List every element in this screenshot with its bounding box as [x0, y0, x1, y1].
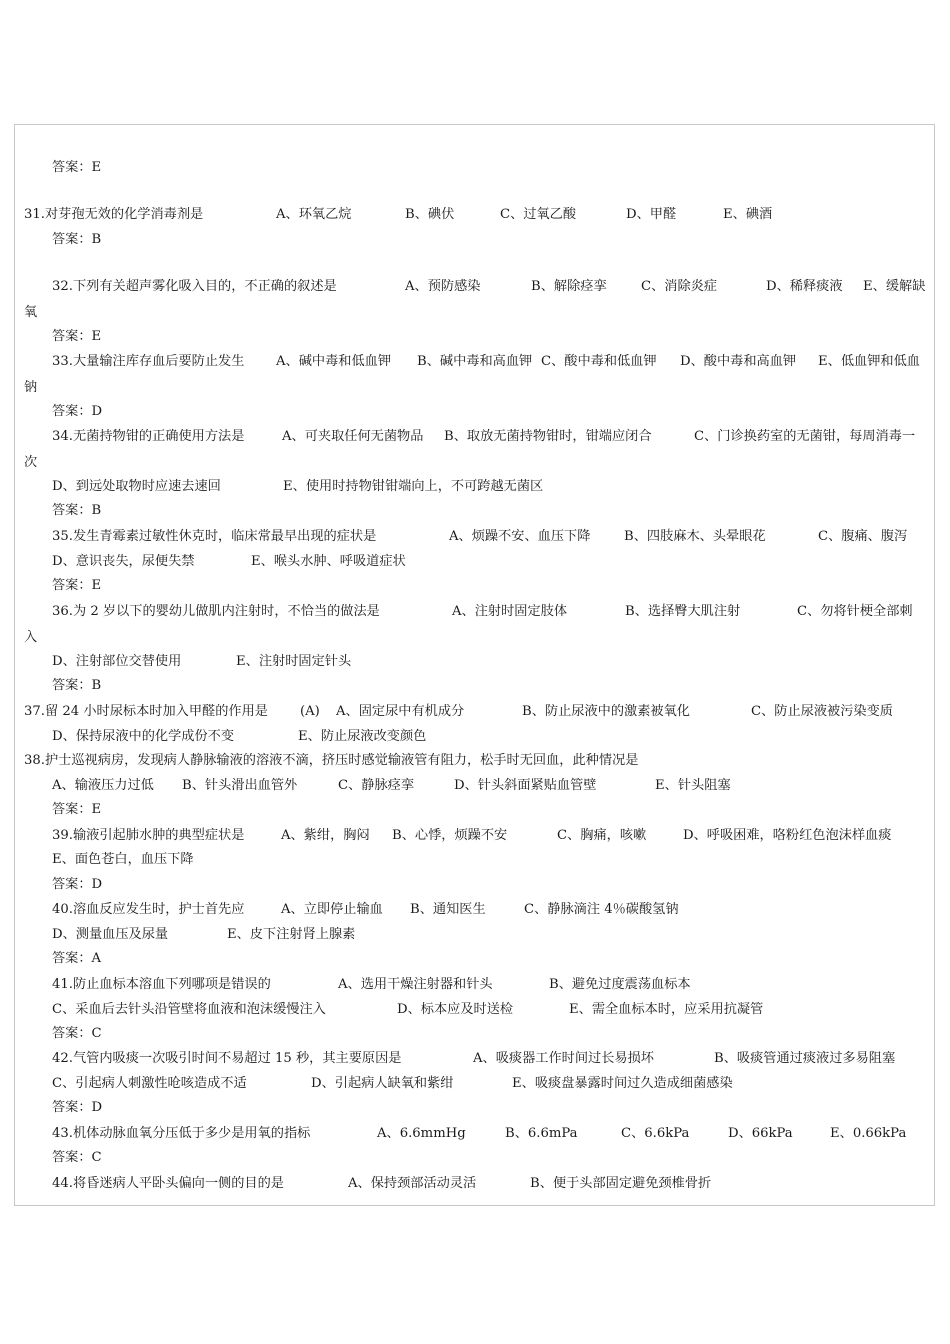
text-segment: A、烦躁不安、血压下降: [449, 529, 591, 544]
text-segment: B、防止尿液中的激素被氧化: [522, 704, 690, 719]
text-segment: E、使用时持物钳钳端向上，不可跨越无菌区: [283, 479, 544, 494]
text-segment: 答案：C: [52, 1150, 102, 1165]
text-segment: A、固定尿中有机成分: [336, 704, 465, 719]
text-segment: B、便于头部固定避免颈椎骨折: [530, 1176, 712, 1191]
text-segment: A、6.6mmHg: [377, 1126, 466, 1141]
text-segment: B、取放无菌持物钳时，钳端应闭合: [444, 429, 652, 444]
text-segment: C、采血后去针头沿管壁将血液和泡沫缓慢注入: [52, 1002, 326, 1017]
text-segment: B、解除痉挛: [531, 279, 607, 294]
text-segment: 38.护士巡视病房，发现病人静脉输液的溶液不滴，挤压时感觉输液管有阻力，松手时无回血，此种情况是: [24, 753, 639, 768]
text-segment: E、皮下注射肾上腺素: [227, 927, 356, 942]
text-segment: E、吸痰盘暴露时间过久造成细菌感染: [512, 1076, 733, 1091]
text-segment: C、消除炎症: [641, 279, 718, 294]
text-segment: B、碱中毒和高血钾: [417, 354, 533, 369]
text-segment: A、环氧乙烷: [276, 207, 352, 222]
text-segment: D、呼吸困难，咯粉红色泡沫样血痰: [683, 828, 892, 843]
text-segment: A、保持颈部活动灵活: [348, 1176, 477, 1191]
text-segment: D、注射部位交替使用: [52, 654, 182, 669]
text-segment: 钠: [24, 380, 38, 395]
text-segment: D、引起病人缺氧和紫绀: [311, 1076, 454, 1091]
text-segment: E、面色苍白，血压下降: [52, 852, 194, 867]
text-segment: 39.输液引起肺水肿的典型症状是: [52, 828, 245, 843]
text-segment: E、需全血标本时，应采用抗凝管: [569, 1002, 764, 1017]
text-segment: D、66kPa: [728, 1126, 793, 1141]
text-segment: 入: [24, 630, 38, 645]
text-segment: 答案：B: [52, 503, 102, 518]
text-segment: D、保持尿液中的化学成份不变: [52, 729, 235, 744]
text-segment: C、静脉滴注 4％碳酸氢钠: [524, 902, 679, 917]
text-segment: C、过氧乙酸: [500, 207, 577, 222]
text-segment: 31.对芽孢无效的化学消毒剂是: [24, 207, 204, 222]
text-segment: B、四肢麻木、头晕眼花: [624, 529, 766, 544]
text-segment: D、到远处取物时应速去速回: [52, 479, 221, 494]
text-segment: A、可夹取任何无菌物品: [282, 429, 424, 444]
text-segment: 42.气管内吸痰一次吸引时间不易超过 15 秒，其主要原因是: [52, 1051, 402, 1066]
text-segment: 答案：D: [52, 404, 103, 419]
text-segment: 答案：E: [52, 578, 102, 593]
text-segment: B、避免过度震荡血标本: [549, 977, 691, 992]
text-segment: 41.防止血标本溶血下列哪项是错误的: [52, 977, 271, 992]
text-segment: A、碱中毒和低血钾: [276, 354, 392, 369]
text-segment: B、吸痰管通过痰液过多易阻塞: [714, 1051, 896, 1066]
text-segment: A、紫绀，胸闷: [281, 828, 370, 843]
text-segment: 44.将昏迷病人平卧头偏向一侧的目的是: [52, 1176, 284, 1191]
text-segment: B、6.6mPa: [505, 1126, 578, 1141]
text-segment: 32.下列有关超声雾化吸入目的，不正确的叙述是: [52, 279, 337, 294]
text-segment: 34.无菌持物钳的正确使用方法是: [52, 429, 245, 444]
text-segment: C、腹痛、腹泻: [818, 529, 908, 544]
text-segment: 36.为 2 岁以下的婴幼儿做肌内注射时，不恰当的做法是: [52, 604, 380, 619]
text-segment: D、针头斜面紧贴血管壁: [454, 778, 597, 793]
text-segment: D、意识丧失，尿便失禁: [52, 554, 195, 569]
text-segment: 答案：E: [52, 802, 102, 817]
text-segment: C、静脉痉挛: [338, 778, 415, 793]
text-segment: C、引起病人刺激性呛咳造成不适: [52, 1076, 247, 1091]
text-segment: A、选用干燥注射器和针头: [338, 977, 493, 992]
text-segment: B、选择臀大肌注射: [625, 604, 741, 619]
text-segment: 答案：D: [52, 877, 103, 892]
text-segment: 答案：E: [52, 160, 102, 175]
text-segment: 35.发生青霉素过敏性休克时，临床常最早出现的症状是: [52, 529, 377, 544]
text-segment: 氧: [24, 305, 38, 320]
text-segment: D、标本应及时送检: [397, 1002, 514, 1017]
text-segment: 答案：C: [52, 1026, 102, 1041]
text-segment: A、注射时固定肢体: [452, 604, 568, 619]
text-segment: D、稀释痰液: [766, 279, 843, 294]
text-segment: 答案：E: [52, 329, 102, 344]
text-segment: (A): [300, 704, 320, 719]
text-segment: 答案：A: [52, 951, 102, 966]
text-segment: E、碘酒: [723, 207, 773, 222]
text-segment: 40.溶血反应发生时，护士首先应: [52, 902, 245, 917]
text-segment: E、喉头水肿、呼吸道症状: [251, 554, 406, 569]
text-segment: D、甲醛: [626, 207, 677, 222]
text-segment: E、防止尿液改变颜色: [298, 729, 427, 744]
text-segment: A、预防感染: [405, 279, 481, 294]
text-segment: 答案：D: [52, 1100, 103, 1115]
text-segment: C、勿将针梗全部刺: [797, 604, 913, 619]
text-segment: A、立即停止输血: [281, 902, 383, 917]
text-segment: A、输液压力过低: [52, 778, 154, 793]
text-segment: D、测量血压及尿量: [52, 927, 169, 942]
text-segment: 答案：B: [52, 678, 102, 693]
text-segment: 43.机体动脉血氧分压低于多少是用氧的指标: [52, 1126, 311, 1141]
text-segment: B、心悸，烦躁不安: [392, 828, 508, 843]
text-segment: 33.大量输注库存血后要防止发生: [52, 354, 245, 369]
text-segment: E、注射时固定针头: [236, 654, 352, 669]
text-segment: E、缓解缺: [863, 279, 926, 294]
text-segment: B、碘伏: [405, 207, 455, 222]
text-segment: B、通知医生: [410, 902, 486, 917]
text-segment: C、6.6kPa: [621, 1126, 690, 1141]
text-segment: B、针头滑出血管外: [182, 778, 298, 793]
text-segment: 次: [24, 455, 38, 470]
text-segment: 答案：B: [52, 232, 102, 247]
text-segment: E、低血钾和低血: [818, 354, 920, 369]
text-segment: E、针头阻塞: [655, 778, 731, 793]
text-segment: 37.留 24 小时尿标本时加入甲醛的作用是: [24, 704, 268, 719]
text-segment: C、防止尿液被污染变质: [751, 704, 893, 719]
text-segment: C、酸中毒和低血钾: [541, 354, 657, 369]
text-segment: A、吸痰器工作时间过长易损坏: [473, 1051, 654, 1066]
text-segment: E、0.66kPa: [830, 1126, 907, 1141]
text-segment: D、酸中毒和高血钾: [680, 354, 797, 369]
text-segment: C、胸痛，咳嗽: [557, 828, 647, 843]
text-segment: C、门诊换药室的无菌钳，每周消毒一: [694, 429, 916, 444]
